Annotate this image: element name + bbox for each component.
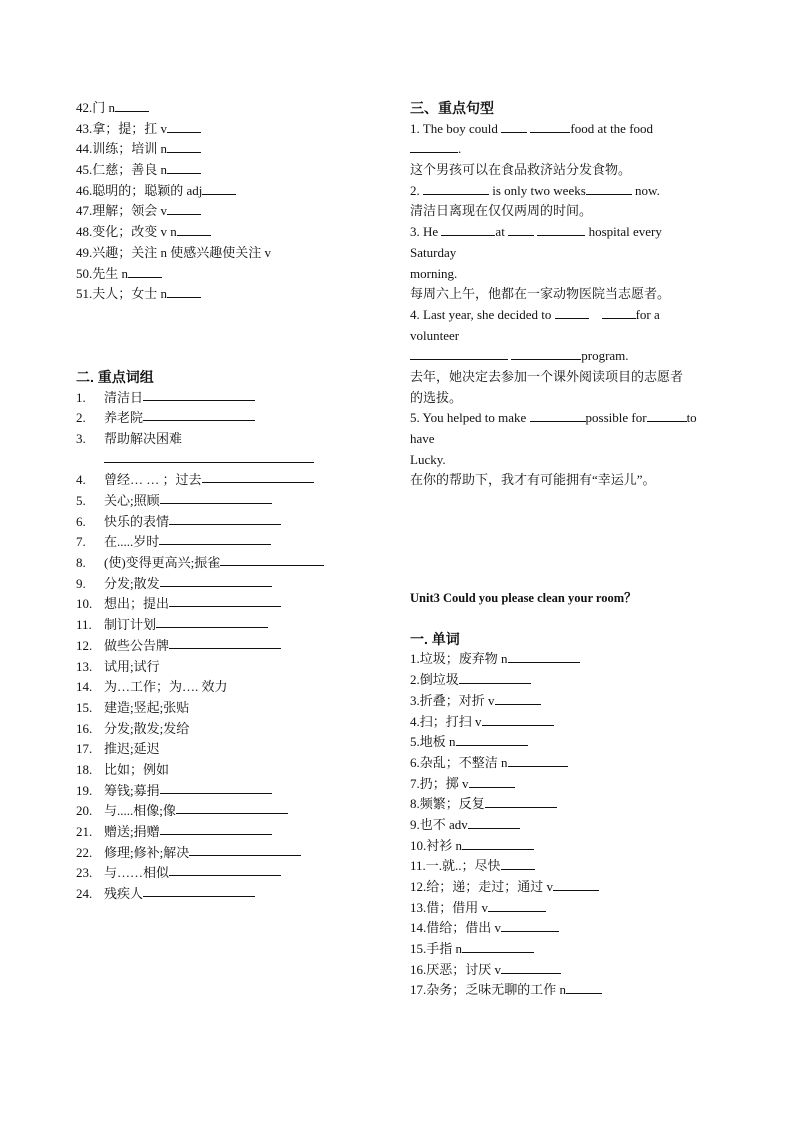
word-item: 16.厌恶；讨厌 v bbox=[410, 960, 730, 981]
word-item: 1.垃圾；废弃物 n bbox=[410, 649, 730, 670]
answer-blank[interactable] bbox=[160, 574, 272, 587]
phrase-item: 13. 试用;试行 bbox=[76, 658, 160, 674]
answer-blank[interactable] bbox=[508, 650, 580, 663]
section-heading-sentences: 三、重点句型 bbox=[410, 100, 494, 116]
answer-blank[interactable] bbox=[160, 781, 272, 794]
word-item: 49.兴趣；关注 n 使感兴趣使关注 v bbox=[76, 244, 272, 260]
answer-blank[interactable] bbox=[160, 491, 272, 504]
word-item: 12.给；递；走过；通过 v bbox=[410, 877, 730, 898]
answer-blank[interactable] bbox=[441, 223, 495, 236]
sentence-4: 4. Last year, she decided to for a volunteer program. 去年，她决定去参加一个课外阅读项目的志愿者 的选拔。 bbox=[410, 306, 684, 405]
answer-blank[interactable] bbox=[566, 981, 602, 994]
answer-blank[interactable] bbox=[115, 99, 149, 112]
answer-blank[interactable] bbox=[143, 884, 255, 897]
word-item: 44.训练；培训 n bbox=[76, 139, 376, 160]
word-item: 11.一.就..；尽快 bbox=[410, 856, 730, 877]
answer-blank[interactable] bbox=[553, 878, 599, 891]
answer-blank[interactable] bbox=[508, 754, 568, 767]
phrase-item: 8. (使)变得更高兴;振雀 bbox=[76, 553, 376, 574]
right-column bbox=[410, 98, 730, 1001]
sentence-5: 5. You helped to make possible for to have Lucky. 在你的帮助下，我才有可能拥有“幸运儿”。 bbox=[410, 410, 697, 488]
answer-blank[interactable] bbox=[586, 182, 632, 195]
answer-blank[interactable] bbox=[462, 940, 534, 953]
phrase-item: 9. 分发;散发 bbox=[76, 574, 376, 595]
answer-blank[interactable] bbox=[410, 140, 458, 153]
answer-blank[interactable] bbox=[143, 408, 255, 421]
answer-blank[interactable] bbox=[647, 409, 687, 422]
word-item: 17.杂务；乏味无聊的工作 n bbox=[410, 980, 730, 1001]
answer-blank[interactable] bbox=[156, 615, 268, 628]
unit-title: Unit3 Could you please clean your room？ bbox=[410, 591, 637, 606]
answer-blank[interactable] bbox=[530, 120, 570, 133]
word-item: 48.变化；改变 v n bbox=[76, 222, 376, 243]
answer-blank[interactable] bbox=[202, 182, 236, 195]
answer-blank[interactable] bbox=[459, 671, 531, 684]
word-item: 8.频繁；反复 bbox=[410, 794, 730, 815]
answer-blank[interactable] bbox=[495, 692, 541, 705]
answer-blank[interactable] bbox=[202, 470, 314, 483]
word-item: 43.拿；提；扛 v bbox=[76, 119, 376, 140]
answer-blank[interactable] bbox=[167, 202, 201, 215]
phrase-item: 17. 推迟;延迟 bbox=[76, 741, 160, 757]
answer-blank[interactable] bbox=[169, 863, 281, 876]
phrase-item: 10. 想出；提出 bbox=[76, 594, 376, 615]
answer-blank[interactable] bbox=[555, 306, 589, 319]
phrase-item: 7. 在.....岁时 bbox=[76, 532, 376, 553]
answer-blank[interactable] bbox=[501, 919, 559, 932]
word-item: 14.借给；借出 v bbox=[410, 918, 730, 939]
phrase-item: 23. 与……相似 bbox=[76, 863, 376, 884]
answer-blank[interactable] bbox=[159, 532, 271, 545]
word-list-right bbox=[410, 649, 730, 1001]
answer-blank[interactable] bbox=[511, 347, 581, 360]
answer-blank[interactable] bbox=[530, 409, 586, 422]
phrase-item: 18. 比如；例如 bbox=[76, 761, 170, 777]
answer-blank[interactable] bbox=[501, 857, 535, 870]
word-item: 42.门 n bbox=[76, 98, 376, 119]
answer-blank[interactable] bbox=[220, 553, 324, 566]
answer-blank[interactable] bbox=[508, 223, 534, 236]
answer-blank[interactable] bbox=[160, 822, 272, 835]
phrase-item: 20. 与.....相像;像 bbox=[76, 801, 376, 822]
word-item: 6.杂乱；不整洁 n bbox=[410, 753, 730, 774]
phrase-item: 6. 快乐的表情 bbox=[76, 512, 376, 533]
left-column bbox=[76, 98, 376, 905]
sentence-1: 1. The boy could food at the food . 这个男孩可以在食品救济站分发食物。 bbox=[410, 120, 654, 178]
answer-blank[interactable] bbox=[456, 733, 528, 746]
word-item: 9.也不 adv bbox=[410, 815, 730, 836]
word-item: 3.折叠；对折 v bbox=[410, 691, 730, 712]
phrase-item: 2. 养老院 bbox=[76, 408, 376, 429]
phrase-item: 11. 制订计划 bbox=[76, 615, 376, 636]
word-item: 2.倒垃圾 bbox=[410, 670, 730, 691]
word-item: 51.夫人；女士 n bbox=[76, 284, 376, 305]
answer-blank[interactable] bbox=[462, 837, 534, 850]
word-item: 13.借；借用 v bbox=[410, 898, 730, 919]
answer-blank[interactable] bbox=[177, 223, 211, 236]
answer-blank[interactable] bbox=[485, 795, 557, 808]
answer-blank[interactable] bbox=[423, 182, 489, 195]
section-heading-words: 一. 单词 bbox=[410, 630, 460, 647]
word-item: 4.扫；打扫 v bbox=[410, 712, 730, 733]
sentence-3: 3. He at hospital every Saturday morning. 每周六上午，他都在一家动物医院当志愿者。 bbox=[410, 224, 671, 302]
answer-blank[interactable] bbox=[468, 816, 520, 829]
answer-blank[interactable] bbox=[167, 120, 201, 133]
answer-blank[interactable] bbox=[501, 961, 561, 974]
word-item: 5.地板 n bbox=[410, 732, 730, 753]
answer-blank[interactable] bbox=[128, 265, 162, 278]
answer-blank[interactable] bbox=[482, 713, 554, 726]
answer-blank[interactable] bbox=[410, 347, 508, 360]
answer-blank[interactable] bbox=[602, 306, 636, 319]
section-heading-phrases: 二. 重点词组 bbox=[76, 368, 154, 385]
sentence-2: 2. is only two weeks now. 清洁日离现在仅仅两周的时间。 bbox=[410, 182, 660, 219]
phrase-item: 3. 帮助解决困难 bbox=[76, 430, 183, 446]
phrase-item bbox=[76, 450, 376, 471]
word-item: 15.手指 n bbox=[410, 939, 730, 960]
answer-blank[interactable] bbox=[167, 140, 201, 153]
phrase-item: 15. 建造;竖起;张贴 bbox=[76, 699, 190, 715]
answer-blank[interactable] bbox=[169, 512, 281, 525]
answer-blank[interactable] bbox=[488, 899, 546, 912]
phrase-item: 21. 赠送;捐赠 bbox=[76, 822, 376, 843]
answer-blank[interactable] bbox=[469, 775, 515, 788]
phrase-item: 24. 残疾人 bbox=[76, 884, 376, 905]
answer-blank[interactable] bbox=[501, 120, 527, 133]
word-item: 46.聪明的；聪颖的 adj bbox=[76, 181, 376, 202]
phrase-item: 1. 清洁日 bbox=[76, 388, 376, 409]
answer-blank[interactable] bbox=[167, 161, 201, 174]
word-item: 47.理解；领会 v bbox=[76, 201, 376, 222]
phrase-item: 19. 筹钱;募捐 bbox=[76, 781, 376, 802]
answer-blank[interactable] bbox=[143, 388, 255, 401]
answer-blank[interactable] bbox=[537, 223, 585, 236]
answer-blank[interactable] bbox=[104, 450, 314, 463]
answer-blank[interactable] bbox=[167, 285, 201, 298]
answer-blank[interactable] bbox=[176, 801, 288, 814]
word-item: 50.先生 n bbox=[76, 264, 376, 285]
phrase-item: 12. 做些公告牌 bbox=[76, 636, 376, 657]
word-item: 7.扔；掷 v bbox=[410, 774, 730, 795]
phrase-item: 14. 为…工作；为…. 效力 bbox=[76, 679, 228, 695]
phrase-item: 22. 修理;修补;解决 bbox=[76, 843, 376, 864]
answer-blank[interactable] bbox=[169, 636, 281, 649]
phrase-list bbox=[76, 388, 376, 905]
phrase-item: 4. 曾经… … ；过去 bbox=[76, 470, 376, 491]
phrase-item: 16. 分发;散发;发给 bbox=[76, 720, 190, 736]
word-list-left bbox=[76, 98, 376, 305]
word-item: 45.仁慈；善良 n bbox=[76, 160, 376, 181]
word-item: 10.衬衫 n bbox=[410, 836, 730, 857]
phrase-item: 5. 关心;照顾 bbox=[76, 491, 376, 512]
answer-blank[interactable] bbox=[189, 843, 301, 856]
answer-blank[interactable] bbox=[169, 594, 281, 607]
